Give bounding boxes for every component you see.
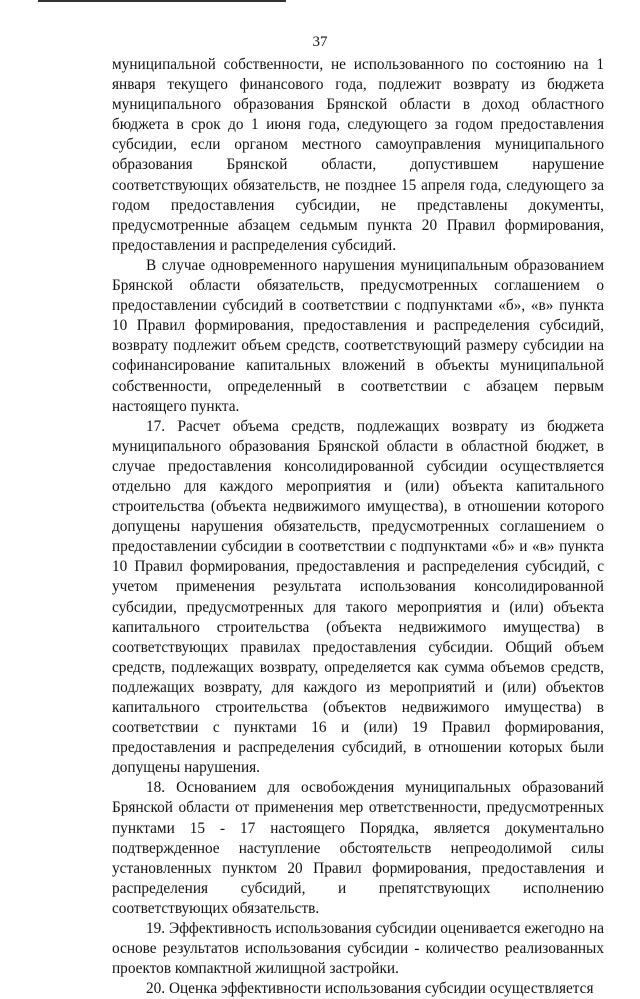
paragraph: 19. Эффективность использования субсидии оценивается ежегодно на основе результатов использования субсидии - количество реализованных проектов компактной жилищной застройки.: [112, 920, 604, 978]
paragraph: В случае одновременного нарушения муниципальным образованием Брянской области обязательств, предусмотренных соглашением о предоставлении субсидий в соответствии с подпунктами «б», «в» пункта 10 Правил формирования, предоставления и распределения субсидий, возврату подлежит объем средств, соответствующий размеру субсидии на софинансирование капитальных вложений в объекты муниципальной собственности, определенный в соответствии с абзацем первым настоящего пункта.: [112, 256, 604, 415]
page-number: 37: [312, 34, 328, 50]
paragraph: муниципальной собственности, не использованного по состоянию на 1 января текущего финансового года, подлежит возврату из бюджета муниципального образования Брянской области в доход областного бюджета в срок до 1 июня года, следующего за годом предоставления субсидии, если органом местного самоуправления муниципального образования Брянской области, допустившем нарушение соответствующих обязательств, не позднее 15 апреля года, следующего за годом предоставления субсидии, не представлены документы, предусмотренные абзацем седьмым пункта 20 Правил формирования, предоставления и распределения субсидий.: [112, 56, 604, 254]
paragraph: 20. Оценка эффективности использования субсидии осуществляется: [146, 980, 594, 998]
header-rule: [38, 0, 286, 2]
document-body: [112, 55, 604, 999]
paragraph: 18. Основанием для освобождения муниципальных образований Брянской области от применения мер ответственности, предусмотренных пунктами 15 - 17 настоящего Порядка, является документально подтвержденное наступление обстоятельств непреодолимой силы установленных пунктом 20 Правил формирования, предоставления и распределения субсидий, и препятствующих исполнению соответствующих обязательств.: [112, 779, 604, 917]
paragraph: 17. Расчет объема средств, подлежащих возврату из бюджета муниципального образования Брянской области в областной бюджет, в случае предоставления консолидированной субсидии осуществляется отдельно для каждого мероприятия и (или) объекта капитального строительства (объекта недвижимого имущества), в отношении которого допущены нарушения обязательств, предусмотренных соглашением о предоставлении субсидии в соответствии с подпунктами «б» и «в» пункта 10 Правил формирования, предоставления и распределения субсидий, с учетом применения результата использования консолидированной субсидии, предусмотренных для такого мероприятия и (или) объекта капитального строительства (объекта недвижимого имущества) в соответствующих правилах предоставления субсидии. Общий объем средств, подлежащих возврату, определяется как сумма объемов средств, подлежащих возврату, для каждого из мероприятий и (или) объектов капитального строительства (объектов недвижимого имущества) в соответствии с пунктами 16 и (или) 19 Правил формирования, предоставления и распределения субсидий, в отношении которых были допущены нарушения.: [112, 417, 604, 777]
